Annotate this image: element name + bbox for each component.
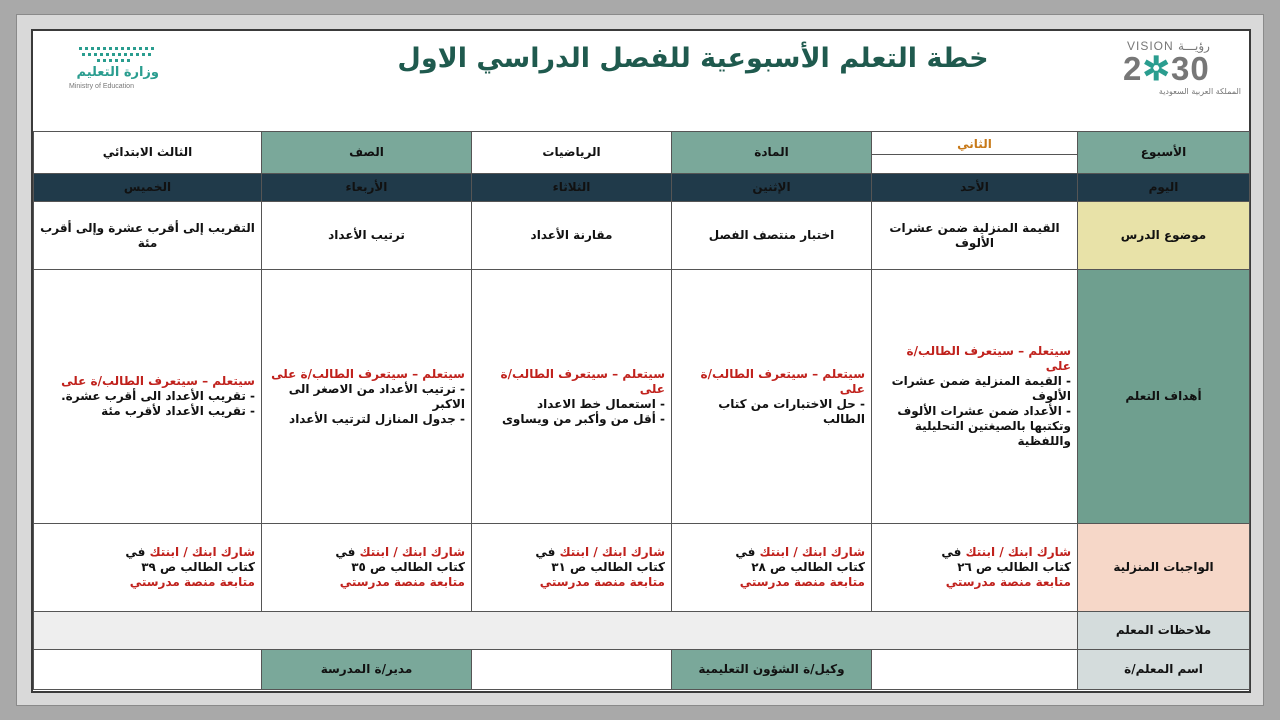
deputy-label: وكيل/ة الشؤون التعليمية [672,650,872,690]
principal-field[interactable] [34,650,262,690]
ministry-name-en: Ministry of Education [69,83,134,90]
info-row [34,132,1250,174]
goal-sunday [872,270,1078,524]
topic-wednesday: ترتيب الأعداد [262,202,472,270]
vision-label: VISION رؤيـــة [1127,39,1210,53]
vision-year-a: 2 [1123,50,1143,87]
week-value: الثاني [872,133,1077,155]
days-row [34,174,1250,202]
grade-value: الثالث الابتدائي [34,132,262,174]
homework-platform: متابعة منصة مدرستي [539,575,665,589]
teacher-name-field[interactable] [872,650,1078,690]
homework-share: شارك ابنك / ابنتك [965,545,1071,559]
homework-sunday [872,524,1078,612]
homework-page: كتاب الطالب ص ٣٥ [351,560,465,574]
week-value-cell [872,132,1078,174]
vision-star-icon: ✲ [1142,50,1172,87]
homework-page: كتاب الطالب ص ٢٨ [751,560,865,574]
goal-intro: سيتعلم – سيتعرف الطالب/ة على [500,366,665,396]
ministry-logo [69,45,159,101]
topic-sunday: القيمة المنزلية ضمن عشرات الألوف [872,202,1078,270]
weekly-plan-table [33,131,1250,690]
homework-platform: متابعة منصة مدرستي [739,575,865,589]
goal-point: - تقريب الأعداد الى أقرب عشرة. [61,389,255,403]
week-label: الأسبوع [1078,132,1250,174]
page-title: خطة التعلم الأسبوعية للفصل الدراسي الاول [397,43,989,74]
subject-value: الرياضيات [472,132,672,174]
day-tuesday: الثلاثاء [472,174,672,202]
homework-share-in: في [535,545,556,559]
principal-label: مدير/ة المدرسة [262,650,472,690]
teacher-name-label: اسم المعلم/ة [1078,650,1250,690]
goal-point: - تقريب الأعداد لأقرب مئة [101,404,255,418]
notes-row [34,612,1250,650]
goal-point: - ترتيب الأعداد من الاصغر الى الاكبر [288,381,465,411]
goal-point: - استعمال خط الاعداد [536,396,665,411]
plan-sheet [31,29,1251,693]
header [33,31,1249,131]
signatures-row [34,650,1250,690]
homework-share: شارك ابنك / ابنتك [359,545,465,559]
topics-row [34,202,1250,270]
homework-share-in: في [735,545,756,559]
topic-monday: اختبار منتصف الفصل [672,202,872,270]
goal-point: - القيمة المنزلية ضمن عشرات الألوف [891,374,1071,403]
day-label: اليوم [1078,174,1250,202]
goal-intro: سيتعلم – سيتعرف الطالب/ة على [61,374,255,388]
vision-year [1123,49,1210,88]
vision-2030-logo [1123,39,1243,99]
homework-row [34,524,1250,612]
day-thursday: الخميس [34,174,262,202]
homework-platform: متابعة منصة مدرستي [945,575,1071,589]
homework-share-in: في [125,545,146,559]
goal-point: - جدول المنازل لترتيب الأعداد [289,411,465,426]
day-monday: الإثنين [672,174,872,202]
notes-label: ملاحظات المعلم [1078,612,1250,650]
topic-tuesday: مقارنة الأعداد [472,202,672,270]
topic-label: موضوع الدرس [1078,202,1250,270]
homework-label: الواجبات المنزلية [1078,524,1250,612]
week-value-blank [872,155,1077,173]
goals-label: أهداف التعلم [1078,270,1250,524]
homework-share-in: في [941,545,962,559]
grade-label: الصف [262,132,472,174]
goal-point: - أقل من وأكبر من ويساوى [501,411,665,426]
homework-thursday [34,524,262,612]
goal-intro: سيتعلم – سيتعرف الطالب/ة على [271,366,465,381]
homework-page: كتاب الطالب ص ٣١ [551,560,665,574]
subject-label: المادة [672,132,872,174]
goal-intro: سيتعلم – سيتعرف الطالب/ة على [700,366,865,396]
goal-tuesday [472,270,672,524]
homework-share: شارك ابنك / ابنتك [149,545,255,559]
goal-monday [672,270,872,524]
page-frame [16,14,1264,706]
vision-country: المملكة العربية السعودية [1158,87,1241,96]
goal-thursday [34,270,262,524]
day-wednesday: الأربعاء [262,174,472,202]
homework-platform: متابعة منصة مدرستي [129,575,255,589]
goal-point: - الأعداد ضمن عشرات الألوف وتكتبها بالصيغتين التحليلية واللفظية [897,404,1071,448]
homework-wednesday [262,524,472,612]
ministry-logo-icon [77,45,157,63]
notes-field[interactable] [34,612,1078,650]
homework-share: شارك ابنك / ابنتك [759,545,865,559]
goal-wednesday [262,270,472,524]
homework-page: كتاب الطالب ص ٣٩ [141,560,255,574]
homework-share-in: في [335,545,356,559]
homework-monday [672,524,872,612]
topic-thursday: التقريب إلى أقرب عشرة وإلى أقرب مئة [34,202,262,270]
homework-page: كتاب الطالب ص ٢٦ [957,560,1071,574]
vision-year-b: 30 [1171,50,1210,87]
goal-point: - حل الاختبارات من كتاب الطالب [718,396,865,426]
goals-row [34,270,1250,524]
ministry-name-ar: وزارة التعليم [76,65,159,80]
homework-tuesday [472,524,672,612]
day-sunday: الأحد [872,174,1078,202]
homework-platform: متابعة منصة مدرستي [339,575,465,589]
homework-share: شارك ابنك / ابنتك [559,545,665,559]
deputy-field[interactable] [472,650,672,690]
goal-intro: سيتعلم – سيتعرف الطالب/ة على [906,344,1071,373]
